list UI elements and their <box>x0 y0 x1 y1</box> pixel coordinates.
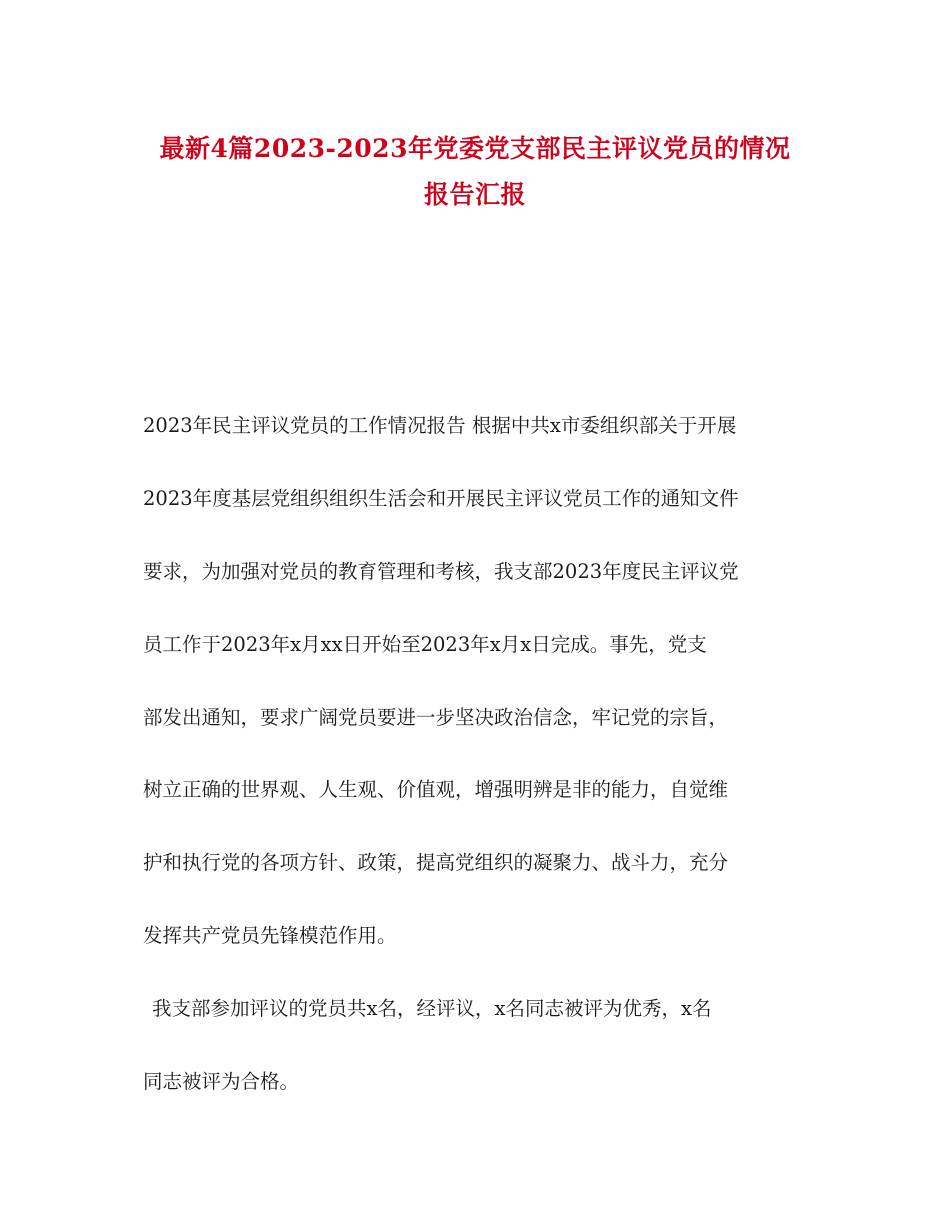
paragraph-line: 要求，为加强对党员的教育管理和考核，我支部2023年度民主评议党 <box>143 560 739 583</box>
document-title-line-1: 最新4篇2023-2023年党委党支部民主评议党员的情况 <box>159 134 791 163</box>
paragraph-line: 我支部参加评议的党员共x名，经评议，x名同志被评为优秀，x名 <box>152 997 712 1020</box>
paragraph-line: 护和执行党的各项方针、政策，提高党组织的凝聚力、战斗力，充分 <box>143 851 729 874</box>
paragraph-line: 员工作于2023年x月xx日开始至2023年x月x日完成。事先，党支 <box>143 633 707 656</box>
paragraph-line: 2023年民主评议党员的工作情况报告 根据中共x市委组织部关于开展 <box>143 414 737 437</box>
paragraph-line: 发挥共产党员先锋模范作用。 <box>143 924 397 947</box>
document-title-line-2: 报告汇报 <box>423 180 526 209</box>
paragraph-line: 树立正确的世界观、人生观、价值观，增强明辨是非的能力，自觉维 <box>143 778 729 801</box>
paragraph-line: 同志被评为合格。 <box>143 1070 300 1093</box>
paragraph-line: 2023年度基层党组织组织生活会和开展民主评议党员工作的通知文件 <box>143 487 739 510</box>
paragraph-line: 部发出通知，要求广阔党员要进一步坚决政治信念，牢记党的宗旨， <box>143 706 729 729</box>
